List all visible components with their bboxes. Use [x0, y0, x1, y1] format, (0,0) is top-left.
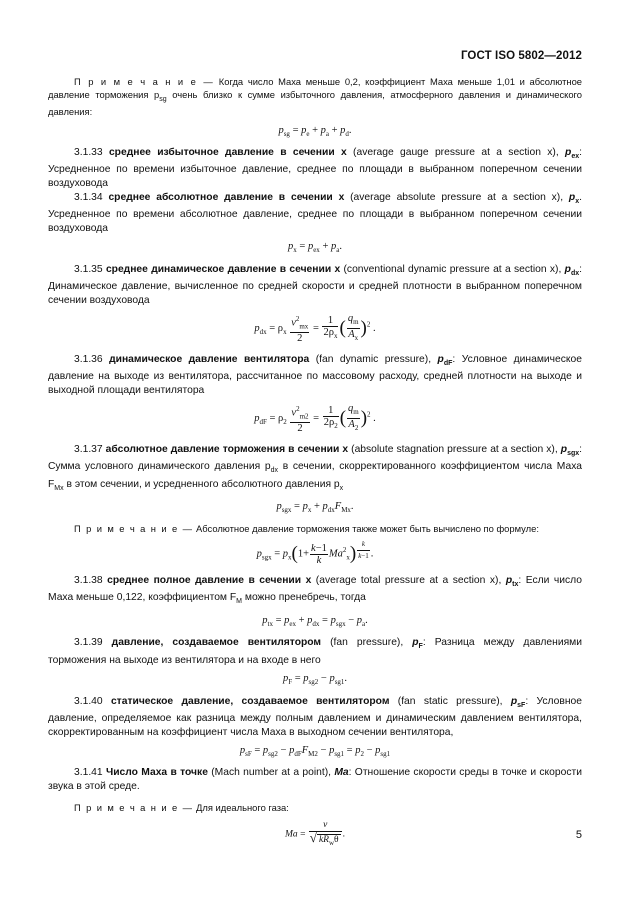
formula-pF: $p_F = p_{sg2} - p_{sg1}$.	[282, 673, 348, 687]
term: среднее абсолютное давление в сечении x	[108, 191, 345, 203]
formula-ma: Ma = $\frac{v}{√ kR_w\theta}$ .	[285, 820, 345, 848]
formula-psgx-alt: $p_{sgx} = p_x(1+$ $\frac{k-1}{k}$ $Ma^2_x$) $^{\frac{k}{k-1}}$ .	[256, 540, 374, 566]
clause-3-1-38: 3.1.38 среднее полное давление в сечении x (average total pressure at a section x), $p_{tx}$: Если число Маха меньше 0,122, коэффициентом $F_M$ можно пренебречь, тогда	[48, 574, 582, 606]
term: среднее полное давление в сечении x	[107, 574, 312, 586]
term: среднее динамическое давление в сечении x	[105, 263, 341, 275]
clause-3-1-33: 3.1.33 среднее избыточное давление в сечении x (average gauge pressure at a section x), $p_{ex}$: Усредненное по времени избыточное давление, среднее по площади в выбранном поперечном сечении воздуховода	[48, 146, 582, 189]
clause-3-1-35: 3.1.35 среднее динамическое давление в сечении x (conventional dynamic pressure at a section x), $p_{dx}$: Динамическое давление, вычисленное по средней скорости и средней плотности в выбранном поперечном сечении воздуховода	[48, 263, 582, 306]
term: Число Маха в точке	[105, 767, 208, 779]
term: динамическое давление вентилятора	[109, 353, 310, 365]
document-body	[48, 76, 582, 857]
formula-px: $p_x = p_{ex} + p_a$.	[288, 241, 342, 255]
clause-3-1-40: 3.1.40 статическое давление, создаваемое вентилятором (fan static pressure), $p_{sF}$: Условное давление, определяемое как разница между полным давлением и динамическим давлением вентилятора, скорректированным на коэффициент числа Маха в выходном сечении вентилятора,	[48, 695, 582, 738]
formula-pdx: $p_{dx} = \rho_x$ $\frac{v^2_{mx}}{2}$ = $\frac{1}{2\rho_x}$ ( $\frac{q_m}{A_x}$ )$^2$ .	[254, 313, 376, 345]
clause-3-1-37: 3.1.37 абсолютное давление торможения в сечении x (absolute stagnation pressure at a section x), $p_{sgx}$: Сумма условного динамического давления $p_{dx}$ в сечении, скорректированного коэффициентом числа Маха $F_{Mx}$ в этом сечении, и усредненного абсолютного давления $p_x$	[48, 443, 582, 492]
term: статическое давление, создаваемое вентилятором	[110, 695, 390, 707]
clause-3-1-34: 3.1.34 среднее абсолютное давление в сечении x (average absolute pressure at a section x), $p_x$. Усредненное по времени абсолютное давление, среднее по площади в выбранном поперечном сечении воздуховода	[48, 191, 582, 234]
term: абсолютное давление торможения в сечении x	[105, 443, 349, 455]
term: среднее избыточное давление в сечении x	[108, 146, 347, 158]
note-stagnation: П р и м е ч а н и е — Абсолютное давление торможения также может быть вычислено по формуле:	[74, 522, 539, 534]
standard-code-header: ГОСТ ISO 5802—2012	[460, 50, 582, 62]
formula-ptx: $p_{tx} = p_{ex} + p_{dx} = p_{sgx} - p_a$.	[262, 615, 368, 629]
clause-3-1-36: 3.1.36 динамическое давление вентилятора (fan dynamic pressure), $p_{dF}$: Условное динамическое давление на выходе из вентилятора, рассчитанное по массовому расходу, средней плотности на выходе и выходной площади вентилятора	[48, 353, 582, 396]
formula-pdF: $p_{dF} = \rho_2$ $\frac{v^2_{m2}}{2}$ = $\frac{1}{2\rho_2}$ ( $\frac{q_m}{A_2}$ )$^2$ .	[254, 403, 376, 435]
note-mach-low: П р и м е ч а н и е — Когда число Маха меньше 0,2, коэффициент Маха меньше 1,01 и абсолютное давление торможения $p_{sg}$ очень близко к сумме избыточного давления, атмосферного давления и динамического давления:	[48, 76, 582, 118]
formula-psF: $p_{sF} = p_{sg2} - p_{dF}F_{M2} - p_{sg1} = p_2 - p_{sg1}$	[239, 745, 391, 759]
clause-3-1-39: 3.1.39 давление, создаваемое вентилятором (fan pressure), $p_F$: Разница между давлениями торможения на выходе из вентилятора и на входе в него	[48, 637, 582, 666]
note-label: П р и м е ч а н и е —	[74, 76, 215, 87]
formula-psgx: $p_{sgx} = p_x + p_{dx}F_{Mx}$.	[276, 501, 354, 515]
formula-psg: $p_{sg} = p_e + p_a + p_d$.	[278, 124, 352, 138]
note-ideal-gas: П р и м е ч а н и е — Для идеального газа:	[74, 801, 289, 813]
clause-3-1-41: 3.1.41 Число Маха в точке (Mach number at a point), Ma: Отношение скорости среды в точке и скорости звука в этой среде.	[48, 767, 582, 793]
page-number: 5	[575, 829, 582, 841]
term: давление, создаваемое вентилятором	[111, 637, 322, 649]
